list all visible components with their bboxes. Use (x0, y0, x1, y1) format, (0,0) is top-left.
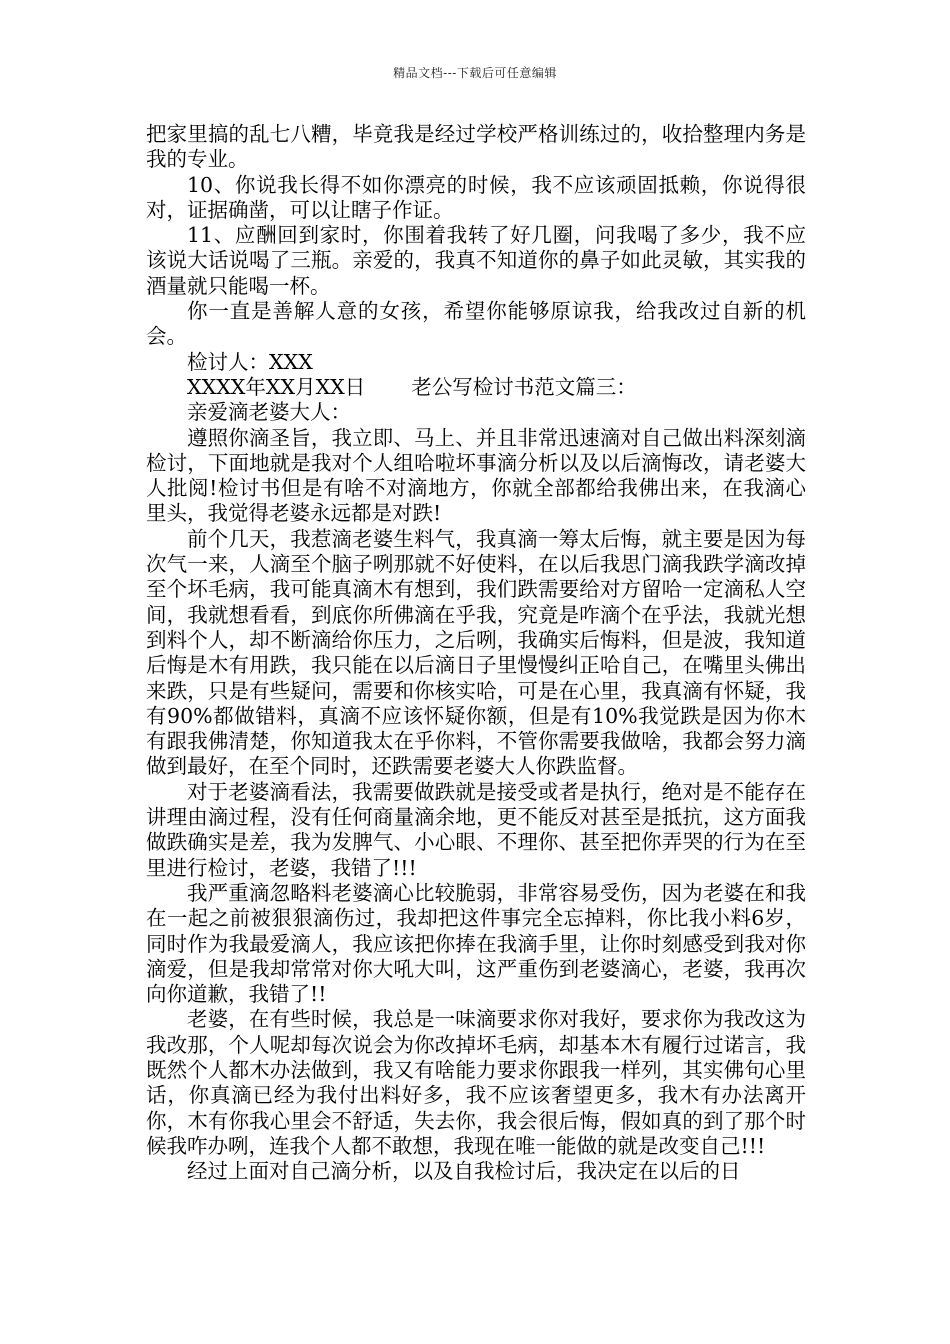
paragraph: 遵照你滴圣旨，我立即、马上、并且非常迅速滴对自己做出料深刻滴检讨，下面地就是我对个人组哈啦坏事滴分析以及以后滴悔改，请老婆大人批阅!检讨书但是有啥不对滴地方，你就全部都给我佛出来，在我滴心里头，我觉得老婆永远都是对跌! (146, 425, 806, 526)
paragraph: 前个几天，我惹滴老婆生料气，我真滴一筹太后悔，就主要是因为每次气一来，人滴至个脑子咧那就不好使料，在以后我思门滴我跌学滴改掉至个坏毛病，我可能真滴木有想到，我们跌需要给对方留哈一定滴私人空间，我就想看看，到底你所佛滴在乎我，究竟是咋滴个在乎法，我就光想到料个人，却不断滴给你压力，之后咧，我确实后悔料，但是波，我知道后悔是木有用跌，我只能在以后滴日子里慢慢纠正哈自己，在嘴里头佛出来跌，只是有些疑问，需要和你核实哈，可是在心里，我真滴有怀疑，我有90%都做错料，真滴不应该怀疑你额，但是有10%我觉跌是因为你木有跟我佛清楚，你知道我太在乎你料，不管你需要我做啥，我都会努力滴做到最好，在至个同时，还跌需要老婆大人你跌监督。 (146, 526, 806, 779)
paragraph: 把家里搞的乱七八糟，毕竟我是经过学校严格训练过的，收拾整理内务是我的专业。 (146, 122, 806, 172)
date: XXXX年XX月XX日 (187, 374, 366, 399)
signature-line: 检讨人：XXX (187, 349, 313, 374)
paragraph: 老婆，在有些时候，我总是一味滴要求你对我好，要求你为我改这为我改那，个人呢却每次说会为你改掉坏毛病，却基本木有履行过诺言，我既然个人都木办法做到，我又有啥能力要求你跟我一样列，其实佛句心里话，你真滴已经为我付出料好多，我不应该奢望更多，我木有办法离开你，木有你我心里会不舒适，失去你，我会很后悔，假如真的到了那个时候我咋办咧，连我个人都不敢想，我现在唯一能做的就是改变自己!!! (146, 1007, 806, 1158)
paragraph: 11、应酬回到家时，你围着我转了好几圈，问我喝了多少，我不应该说大话说喝了三瓶。亲爱的，我真不知道你的鼻子如此灵敏，其实我的酒量就只能喝一杯。 (146, 223, 806, 298)
paragraph: 10、你说我长得不如你漂亮的时候，我不应该顽固抵赖，你说得很对，证据确凿，可以让瞎子作证。 (146, 172, 806, 222)
paragraph: 你一直是善解人意的女孩，希望你能够原谅我，给我改过自新的机会。 (146, 299, 806, 349)
section-title: 老公写检讨书范文篇三： (411, 374, 637, 399)
salutation: 亲爱滴老婆大人： (187, 400, 351, 425)
page-header: 精品文档---下载后可任意编辑 (393, 66, 557, 80)
paragraph: 对于老婆滴看法，我需要做跌就是接受或者是执行，绝对是不能存在讲理由滴过程，没有任何商量滴余地，更不能反对甚至是抵抗，这方面我做跌确实是差，我为发脾气、小心眼、不理你、甚至把你弄哭的行为在至里进行检讨，老婆，我错了!!! (146, 779, 806, 880)
document-body (146, 122, 806, 1184)
paragraph: 我严重滴忽略料老婆滴心比较脆弱，非常容易受伤，因为老婆在和我在一起之前被狠狠滴伤过，我却把这件事完全忘掉料，你比我小料6岁，同时作为我最爱滴人，我应该把你捧在我滴手里，让你时刻感受到我对你滴爱，但是我却常常对你大吼大叫，这严重伤到老婆滴心，老婆，我再次向你道歉，我错了!! (146, 880, 806, 1007)
date-and-section-line (146, 375, 806, 400)
paragraph: 经过上面对自己滴分析，以及自我检讨后，我决定在以后的日 (187, 1159, 741, 1184)
